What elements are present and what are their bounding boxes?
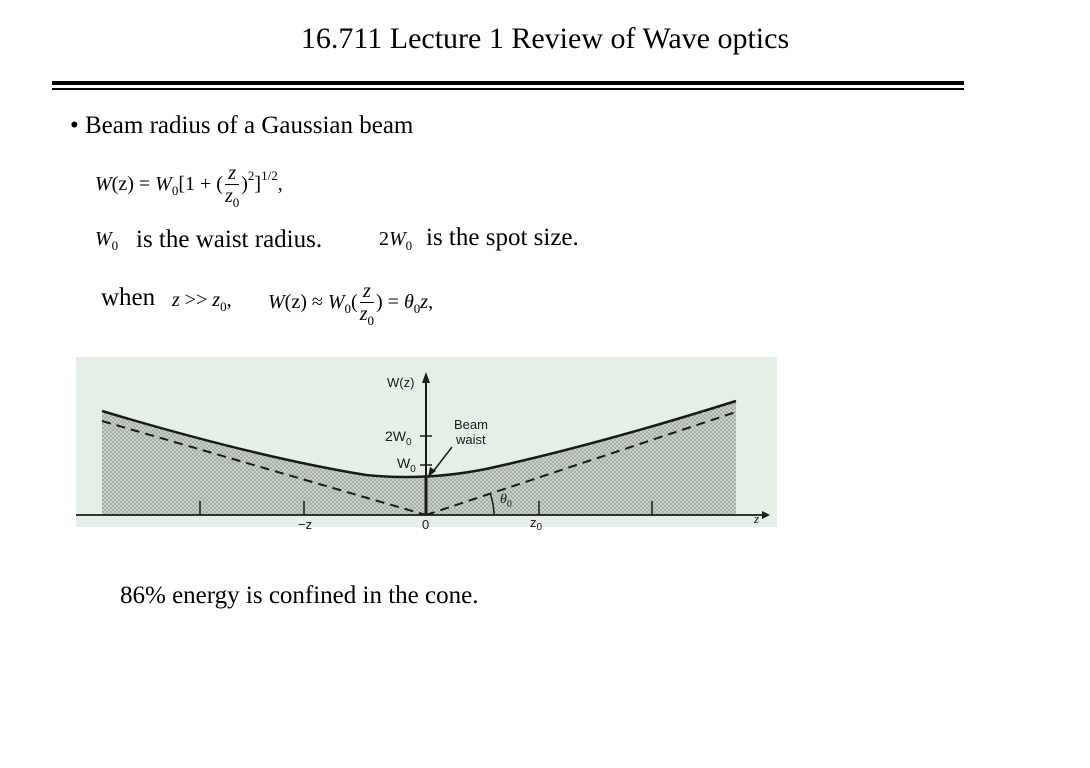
title-divider-thick [52, 81, 964, 85]
spot-size-text: is the spot size. [426, 224, 579, 251]
slide-title: 16.711 Lecture 1 Review of Wave optics [300, 22, 790, 55]
tick-label-neg: −z [298, 517, 313, 532]
label-2w0: $2W_0$ [385, 428, 412, 448]
beam-waist-label-1: Beam [454, 417, 488, 432]
y-axis-label: W(z) [387, 375, 415, 390]
waist-radius-text: is the waist radius. [136, 226, 323, 253]
x-axis-label: z [754, 511, 760, 526]
equation-far-field: $W(z) \approx W_0$( $\frac{z}{z_0}$ ) = $\theta_0z$, [268, 280, 434, 328]
title-divider-thin [52, 88, 964, 90]
equation-beam-radius: $W(z) = W_0[1$ + ( $\frac{z}{z_0}$ )$^2$]$^{1/2}$, [95, 162, 283, 210]
tick-label-zero: 0 [422, 517, 430, 532]
label-w0: $W_0$ [397, 455, 416, 475]
tick-label-pos: $z_0$ [530, 515, 543, 533]
theta-label: $\theta_0$ [500, 492, 512, 510]
energy-confined-text: 86% energy is confined in the cone. [120, 582, 479, 609]
gaussian-beam-figure [76, 357, 777, 533]
beam-waist-label-2: waist [456, 432, 486, 447]
bullet-beam-radius: • Beam radius of a Gaussian beam [70, 112, 414, 139]
condition-z-much-greater: $z >> z_0$, [172, 289, 232, 314]
2w0-symbol: $2W_0$ [379, 228, 413, 253]
w0-symbol: $W_0$ [95, 228, 119, 253]
when-text: when [101, 284, 156, 311]
